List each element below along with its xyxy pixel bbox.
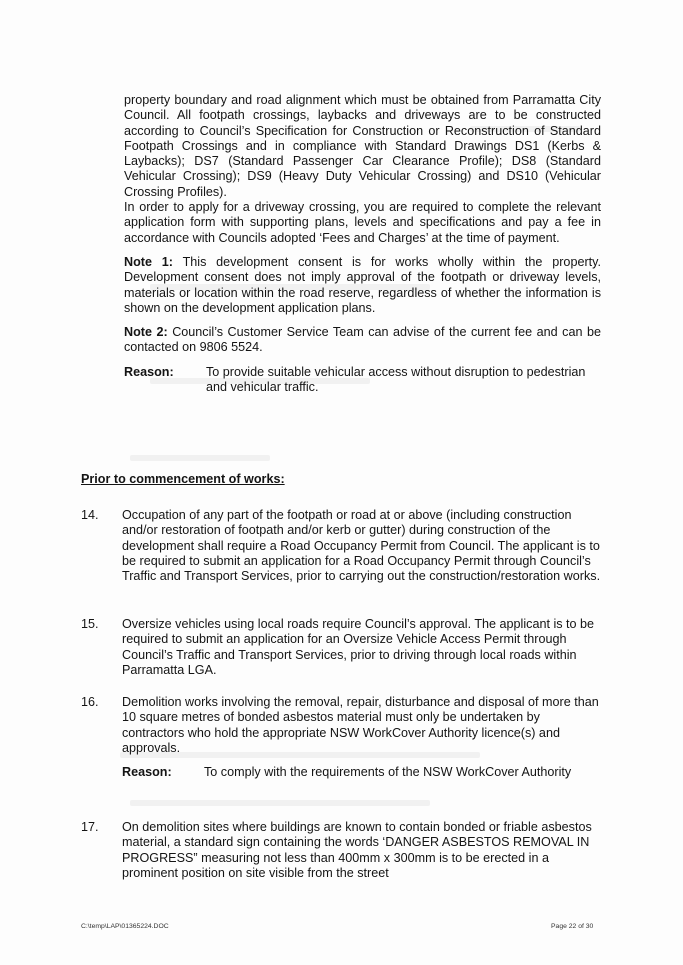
note-2 (124, 325, 601, 356)
footer-page-number: Page 22 of 30 (551, 923, 594, 930)
reason-text: To comply with the requirements of the NSW WorkCover Authority (204, 765, 572, 780)
reason-label: Reason: (124, 364, 174, 379)
note-1-label: Note 1: (124, 254, 173, 269)
condition-text: Occupation of any part of the footpath or road at or above (including construction and/or restoration of footpath and/or kerb or gutter) during construction of the development shall require a Road Occupancy Permit from Council. The applicant is to be required to submit an application for a Road Occupancy Permit through Council’s Traffic and Transport Services, prior to carrying out the construction/restoration works. (122, 508, 601, 584)
continued-condition-block (124, 93, 601, 395)
apply-paragraph: In order to apply for a driveway crossing, you are required to complete the relevant application form with supporting plans, levels and specifications and pay a fee in accordance with Councils adopted ‘Fees and Charges’ at the time of payment. (124, 200, 601, 245)
intro-paragraph: property boundary and road alignment which must be obtained from Parramatta City Council. All footpath crossings, laybacks and driveways are to be constructed according to Council’s Specification for Construction or Reconstruction of Standard Footpath Crossings and in compliance with Standard Drawings DS1 (Kerbs & Laybacks); DS7 (Standard Passenger Car Clearance Profile); DS8 (Standard Vehicular Crossing); DS9 (Heavy Duty Vehicular Crossing) and DS10 (Vehicular Crossing Profiles). (124, 93, 601, 199)
note-1 (124, 255, 601, 316)
footer-file-path: C:\temp\LAP\01365224.DOC (81, 923, 169, 930)
condition-15 (81, 617, 601, 678)
reason-label: Reason: (122, 765, 172, 780)
section-heading: Prior to commencement of works: (81, 472, 285, 486)
condition-14 (81, 508, 601, 584)
note-2-text: Council’s Customer Service Team can advise of the current fee and can be contacted on 9806 5524. (124, 325, 601, 355)
condition-text: On demolition sites where buildings are known to contain bonded or friable asbestos material, a standard sign containing the words ‘DANGER ASBESTOS REMOVAL IN PROGRESS” measuring not less than 400mm x 300mm is to be erected in a prominent position on site visible from the street (122, 820, 592, 880)
condition-number: 14. (81, 508, 99, 522)
condition-number: 15. (81, 617, 99, 631)
note-2-label: Note 2: (124, 325, 168, 340)
condition-17 (81, 820, 601, 881)
bleed-through-mark (130, 800, 430, 806)
reason-row (122, 765, 601, 780)
reason-text: To provide suitable vehicular access without disruption to pedestrian and vehicular traffic. (206, 364, 586, 395)
condition-number: 16. (81, 695, 99, 709)
condition-text: Demolition works involving the removal, repair, disturbance and disposal of more than 10 square metres of bonded asbestos material must only be undertaken by contractors who hold the appropriate NSW WorkCover Authority licence(s) and approvals. (122, 695, 599, 755)
condition-text: Oversize vehicles using local roads require Council’s approval. The applicant is to be required to submit an application for an Oversize Vehicle Access Permit through Council’s Traffic and Transport Services, prior to driving through local roads within Parramatta LGA. (122, 617, 595, 677)
reason-row (124, 365, 601, 396)
bleed-through-mark (130, 455, 270, 461)
condition-number: 17. (81, 820, 99, 834)
condition-16 (81, 695, 601, 780)
note-1-text: This development consent is for works wholly within the property. Development consent does not imply approval of the footpath or driveway levels, materials or location within the road reserve, regardless of whether the information is shown on the development application plans. (124, 254, 601, 315)
